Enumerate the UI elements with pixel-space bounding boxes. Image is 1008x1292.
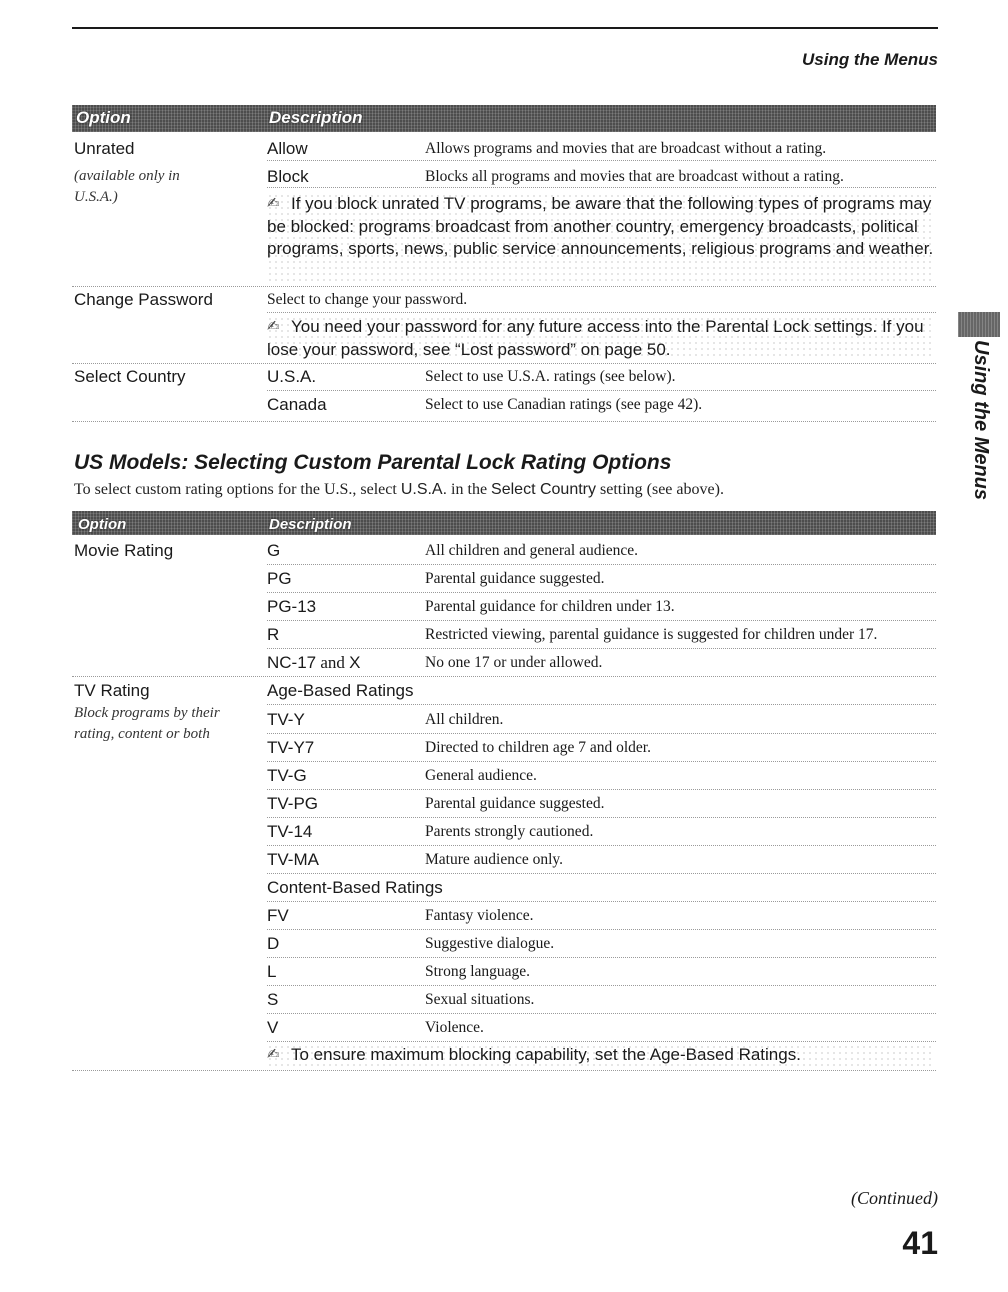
option-select-country: Select Country: [74, 367, 186, 386]
table2-header-description: Description: [269, 516, 352, 533]
content-rating-value: D: [267, 934, 280, 953]
row-divider: [267, 648, 936, 649]
row-divider: [267, 312, 936, 313]
row-divider: [72, 676, 936, 677]
option-tv-rating: TV Rating: [74, 681, 150, 700]
movie-rating-value: [267, 654, 361, 671]
row-divider: [267, 592, 936, 593]
tv-rating-value: TV-G: [267, 766, 307, 785]
row-divider: [267, 789, 936, 790]
tv-rating-value: TV-PG: [267, 794, 319, 813]
select-country-canada-value: Canada: [267, 395, 327, 414]
intro-text: To select custom rating options for the U.S., select: [74, 481, 401, 498]
tv-rating-desc: Parental guidance suggested.: [425, 795, 605, 812]
intro-text: in the: [447, 481, 492, 498]
option-movie-rating: Movie Rating: [74, 541, 174, 560]
movie-rating-desc: All children and general audience.: [425, 542, 639, 559]
change-password-tip-text: You need your password for any future access into the Parental Lock settings. If you lose your password, see “Lost password” on page 50.: [267, 317, 924, 359]
side-tab-label: Using the Menus: [970, 340, 992, 501]
table2-header: [72, 511, 936, 535]
intro-text: setting (see above).: [595, 481, 724, 498]
unrated-block-value: Block: [267, 167, 309, 186]
note-pencil-icon: ✍: [267, 318, 280, 335]
row-divider: [267, 901, 936, 902]
content-based-heading: Content-Based Ratings: [267, 878, 443, 897]
row-divider: [267, 817, 936, 818]
row-divider: [267, 390, 936, 391]
row-divider: [267, 957, 936, 958]
tv-rating-value: TV-MA: [267, 850, 319, 869]
side-tab-marker: [958, 312, 1000, 337]
movie-rating-desc: No one 17 or under allowed.: [425, 654, 603, 671]
age-based-heading: Age-Based Ratings: [267, 681, 414, 700]
tv-rating-value: TV-Y: [267, 710, 305, 729]
row-divider: [267, 564, 936, 565]
option-unrated: Unrated: [74, 139, 135, 158]
tv-rating-tip-text: To ensure maximum blocking capability, set the Age-Based Ratings.: [291, 1045, 801, 1064]
unrated-allow-value: Allow: [267, 139, 308, 158]
tv-rating-tip: [267, 1044, 935, 1068]
rating-x: X: [349, 653, 361, 672]
tv-rating-desc: Parents strongly cautioned.: [425, 823, 594, 840]
note-pencil-icon: ✍: [267, 195, 280, 212]
section-title: US Models: Selecting Custom Parental Lock Rating Options: [74, 451, 672, 474]
select-country-usa-desc: Select to use U.S.A. ratings (see below).: [425, 368, 676, 385]
select-country-canada-desc: Select to use Canadian ratings (see page 42).: [425, 396, 703, 413]
tv-rating-value: TV-Y7: [267, 738, 315, 757]
content-rating-desc: Sexual situations.: [425, 991, 535, 1008]
rating-and: and: [316, 653, 350, 672]
table1-header-option: Option: [76, 108, 131, 127]
intro-usa: U.S.A.: [400, 481, 448, 498]
row-divider: [267, 929, 936, 930]
continued-label: (Continued): [851, 1188, 938, 1208]
table1-header: [72, 105, 936, 132]
row-divider: [267, 1041, 936, 1042]
page-number: 41: [902, 1225, 938, 1261]
running-head: Using the Menus: [801, 50, 938, 69]
tv-rating-desc: Directed to children age 7 and older.: [425, 739, 651, 756]
unrated-block-desc: Blocks all programs and movies that are broadcast without a rating.: [425, 168, 844, 185]
row-divider: [267, 1013, 936, 1014]
change-password-desc: Select to change your password.: [267, 291, 468, 308]
movie-rating-value: PG: [267, 569, 292, 588]
intro-select-country: Select Country: [491, 481, 596, 498]
rating-nc17: NC-17: [267, 653, 317, 672]
content-rating-desc: Fantasy violence.: [425, 907, 534, 924]
table1-header-description: Description: [269, 108, 363, 127]
tv-rating-value: TV-14: [267, 822, 313, 841]
row-divider: [267, 761, 936, 762]
tv-rating-desc: Mature audience only.: [425, 851, 564, 868]
content-rating-desc: Suggestive dialogue.: [425, 935, 555, 952]
content-rating-value: S: [267, 990, 279, 1009]
option-unrated-note: (available only in U.S.A.): [74, 168, 180, 205]
content-rating-value: L: [267, 962, 277, 981]
option-tv-rating-note: Block programs by their rating, content or both: [74, 705, 220, 742]
content-rating-value: FV: [267, 906, 289, 925]
movie-rating-desc: Parental guidance for children under 13.: [425, 598, 675, 615]
change-password-tip: [267, 316, 935, 360]
movie-rating-value: R: [267, 625, 280, 644]
row-divider: [267, 985, 936, 986]
unrated-allow-desc: Allows programs and movies that are broadcast without a rating.: [425, 140, 827, 157]
row-divider: [267, 733, 936, 734]
content-rating-desc: Violence.: [425, 1019, 484, 1036]
table2-header-option: Option: [78, 516, 127, 533]
row-divider: [72, 1070, 936, 1071]
movie-rating-desc: Parental guidance suggested.: [425, 570, 605, 587]
row-divider: [267, 845, 936, 846]
select-country-usa-value: U.S.A.: [267, 367, 317, 386]
tv-rating-desc: General audience.: [425, 767, 537, 784]
unrated-tip-text: If you block unrated TV programs, be aware that the following types of programs may be blocked: programs broadcast from another country, emergency broadcasts, political programs, sports, news, public service announcements, religious programs and weather.: [267, 194, 934, 258]
note-pencil-icon: ✍: [267, 1046, 280, 1063]
section-intro: [74, 481, 724, 499]
row-divider: [72, 286, 936, 287]
tv-rating-desc: All children.: [425, 711, 504, 728]
movie-rating-desc: Restricted viewing, parental guidance is suggested for children under 17.: [425, 626, 878, 643]
top-rule: [72, 27, 938, 29]
movie-rating-value: G: [267, 541, 281, 560]
row-divider: [267, 704, 936, 705]
option-change-password: Change Password: [74, 290, 213, 309]
content-rating-value: V: [267, 1018, 279, 1037]
row-divider: [72, 363, 936, 364]
content-rating-desc: Strong language.: [425, 963, 531, 980]
row-divider: [267, 620, 936, 621]
row-divider: [72, 421, 936, 422]
unrated-tip: [267, 193, 935, 285]
row-divider: [267, 873, 936, 874]
movie-rating-value: PG-13: [267, 597, 317, 616]
